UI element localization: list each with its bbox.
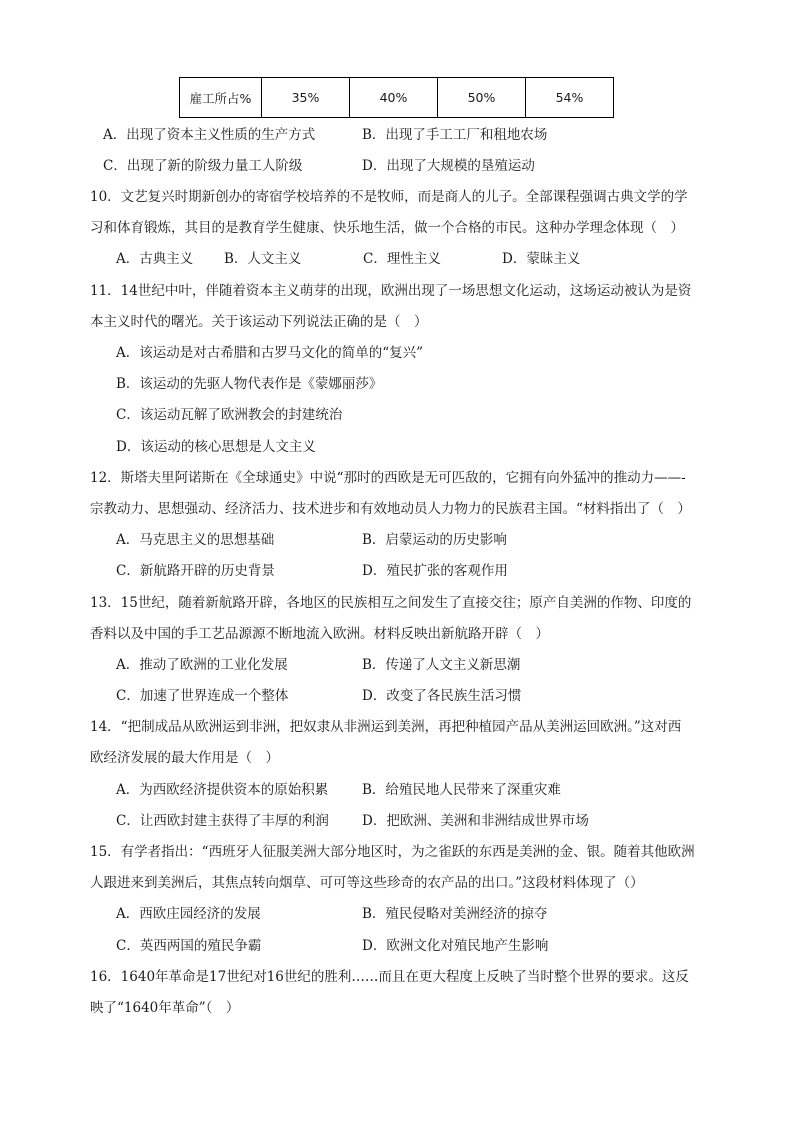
q16-stem-line2: 映了“1640年革命”（ ） bbox=[90, 1000, 240, 1016]
q10-stem-line2: 习和体育锻炼，其目的是教育学生健康、快乐地生活，做一个合格的市民。这种办学理念体现（ ） bbox=[90, 220, 684, 236]
q11-option-c[interactable]: C．该运动瓦解了欧洲教会的封建统治 bbox=[116, 407, 343, 423]
table-row bbox=[180, 78, 614, 118]
q9-option-c[interactable]: C．出现了新的阶级力量工人阶级 bbox=[103, 158, 303, 174]
q10-option-c[interactable]: C．理性主义 bbox=[363, 251, 441, 267]
q13-option-d[interactable]: D．改变了各民族生活习惯 bbox=[362, 688, 522, 704]
q12-option-d[interactable]: D．殖民扩张的客观作用 bbox=[362, 563, 508, 579]
table-cell: 50% bbox=[438, 78, 526, 118]
q14-option-d[interactable]: D．把欧洲、美洲和非洲结成世界市场 bbox=[362, 813, 589, 829]
q12-option-a[interactable]: A．马克思主义的思想基础 bbox=[116, 532, 275, 548]
q9-option-d[interactable]: D．出现了大规模的垦殖运动 bbox=[362, 158, 535, 174]
q11-stem-line1: 11．14世纪中叶，伴随着资本主义萌芽的出现，欧洲出现了一场思想文化运动，这场运动被认为是资 bbox=[90, 283, 692, 299]
q10-stem-line1: 10．文艺复兴时期新创办的寄宿学校培养的不是牧师，而是商人的儿子。全部课程强调古典文学的学 bbox=[90, 189, 688, 205]
q12-option-c[interactable]: C．新航路开辟的历史背景 bbox=[116, 563, 275, 579]
q11-stem-line2: 本主义时代的曙光。关于该运动下列说法正确的是（ ） bbox=[90, 314, 428, 330]
q10-option-d[interactable]: D．蒙昧主义 bbox=[502, 251, 581, 267]
q16-stem-line1: 16．1640年革命是17世纪对16世纪的胜利……而且在更大程度上反映了当时整个世界的要求。这反 bbox=[90, 969, 689, 985]
q10-option-b[interactable]: B．人文主义 bbox=[224, 251, 302, 267]
q15-option-d[interactable]: D．欧洲文化对殖民地产生影响 bbox=[362, 938, 549, 954]
q14-option-a[interactable]: A．为西欧经济提供资本的原始积累 bbox=[116, 782, 329, 798]
q11-option-b[interactable]: B．该运动的先驱人物代表作是《蒙娜丽莎》 bbox=[116, 376, 383, 392]
q11-option-a[interactable]: A．该运动是对古希腊和古罗马文化的简单的“复兴” bbox=[116, 345, 424, 361]
q15-stem-line2: 人跟进来到美洲后，其焦点转向烟草、可可等这些珍奇的农产品的出口。”这段材料体现了（） bbox=[90, 875, 644, 891]
q15-option-b[interactable]: B．殖民侵略对美洲经济的掠夺 bbox=[362, 906, 548, 922]
q9-option-a[interactable]: A．出现了资本主义性质的生产方式 bbox=[103, 127, 316, 143]
table-cell: 40% bbox=[350, 78, 438, 118]
q14-stem-line1: 14．“把制成品从欧洲运到非洲，把奴隶从非洲运到美洲，再把种植园产品从美洲运回欧洲。”这对西 bbox=[90, 719, 682, 735]
q9-option-b[interactable]: B．出现了手工工厂和租地农场 bbox=[362, 127, 548, 143]
q12-stem-line1: 12．斯塔夫里阿诺斯在《全球通史》中说“那时的西欧是无可匹敌的，它拥有向外猛冲的推动力——- bbox=[90, 470, 686, 486]
q15-stem-line1: 15．有学者指出：“西班牙人征服美洲大部分地区时，为之雀跃的东西是美洲的金、银。随着其他欧洲 bbox=[90, 844, 695, 860]
q14-stem-line2: 欧经济发展的最大作用是（ ） bbox=[90, 750, 279, 766]
q13-stem-line1: 13．15世纪，随着新航路开辟，各地区的民族相互之间发生了直接交往；原产自美洲的作物、印度的 bbox=[90, 595, 692, 611]
q13-option-b[interactable]: B．传递了人文主义新思潮 bbox=[362, 657, 521, 673]
q13-stem-line2: 香料以及中国的手工艺品源源不断地流入欧洲。材料反映出新航路开辟（ ） bbox=[90, 626, 549, 642]
table-header-cell: 雇工所占% bbox=[180, 78, 262, 118]
q14-option-b[interactable]: B．给殖民地人民带来了深重灾难 bbox=[362, 782, 561, 798]
q11-option-d[interactable]: D．该运动的核心思想是人文主义 bbox=[116, 439, 316, 455]
q14-option-c[interactable]: C．让西欧封建主获得了丰厚的利润 bbox=[116, 813, 329, 829]
q10-option-a[interactable]: A．古典主义 bbox=[116, 251, 194, 267]
q13-option-c[interactable]: C．加速了世界连成一个整体 bbox=[116, 688, 289, 704]
q15-option-a[interactable]: A．西欧庄园经济的发展 bbox=[116, 906, 261, 922]
q12-option-b[interactable]: B．启蒙运动的历史影响 bbox=[362, 532, 507, 548]
table-cell: 54% bbox=[526, 78, 614, 118]
table-cell: 35% bbox=[262, 78, 350, 118]
employment-table bbox=[179, 77, 614, 118]
q13-option-a[interactable]: A．推动了欧洲的工业化发展 bbox=[116, 657, 288, 673]
q15-option-c[interactable]: C．英西两国的殖民争霸 bbox=[116, 938, 262, 954]
q12-stem-line2: 宗教动力、思想强动、经济活力、技术进步和有效地动员人力物力的民族君主国。“材料指出了（ ） bbox=[90, 501, 691, 517]
